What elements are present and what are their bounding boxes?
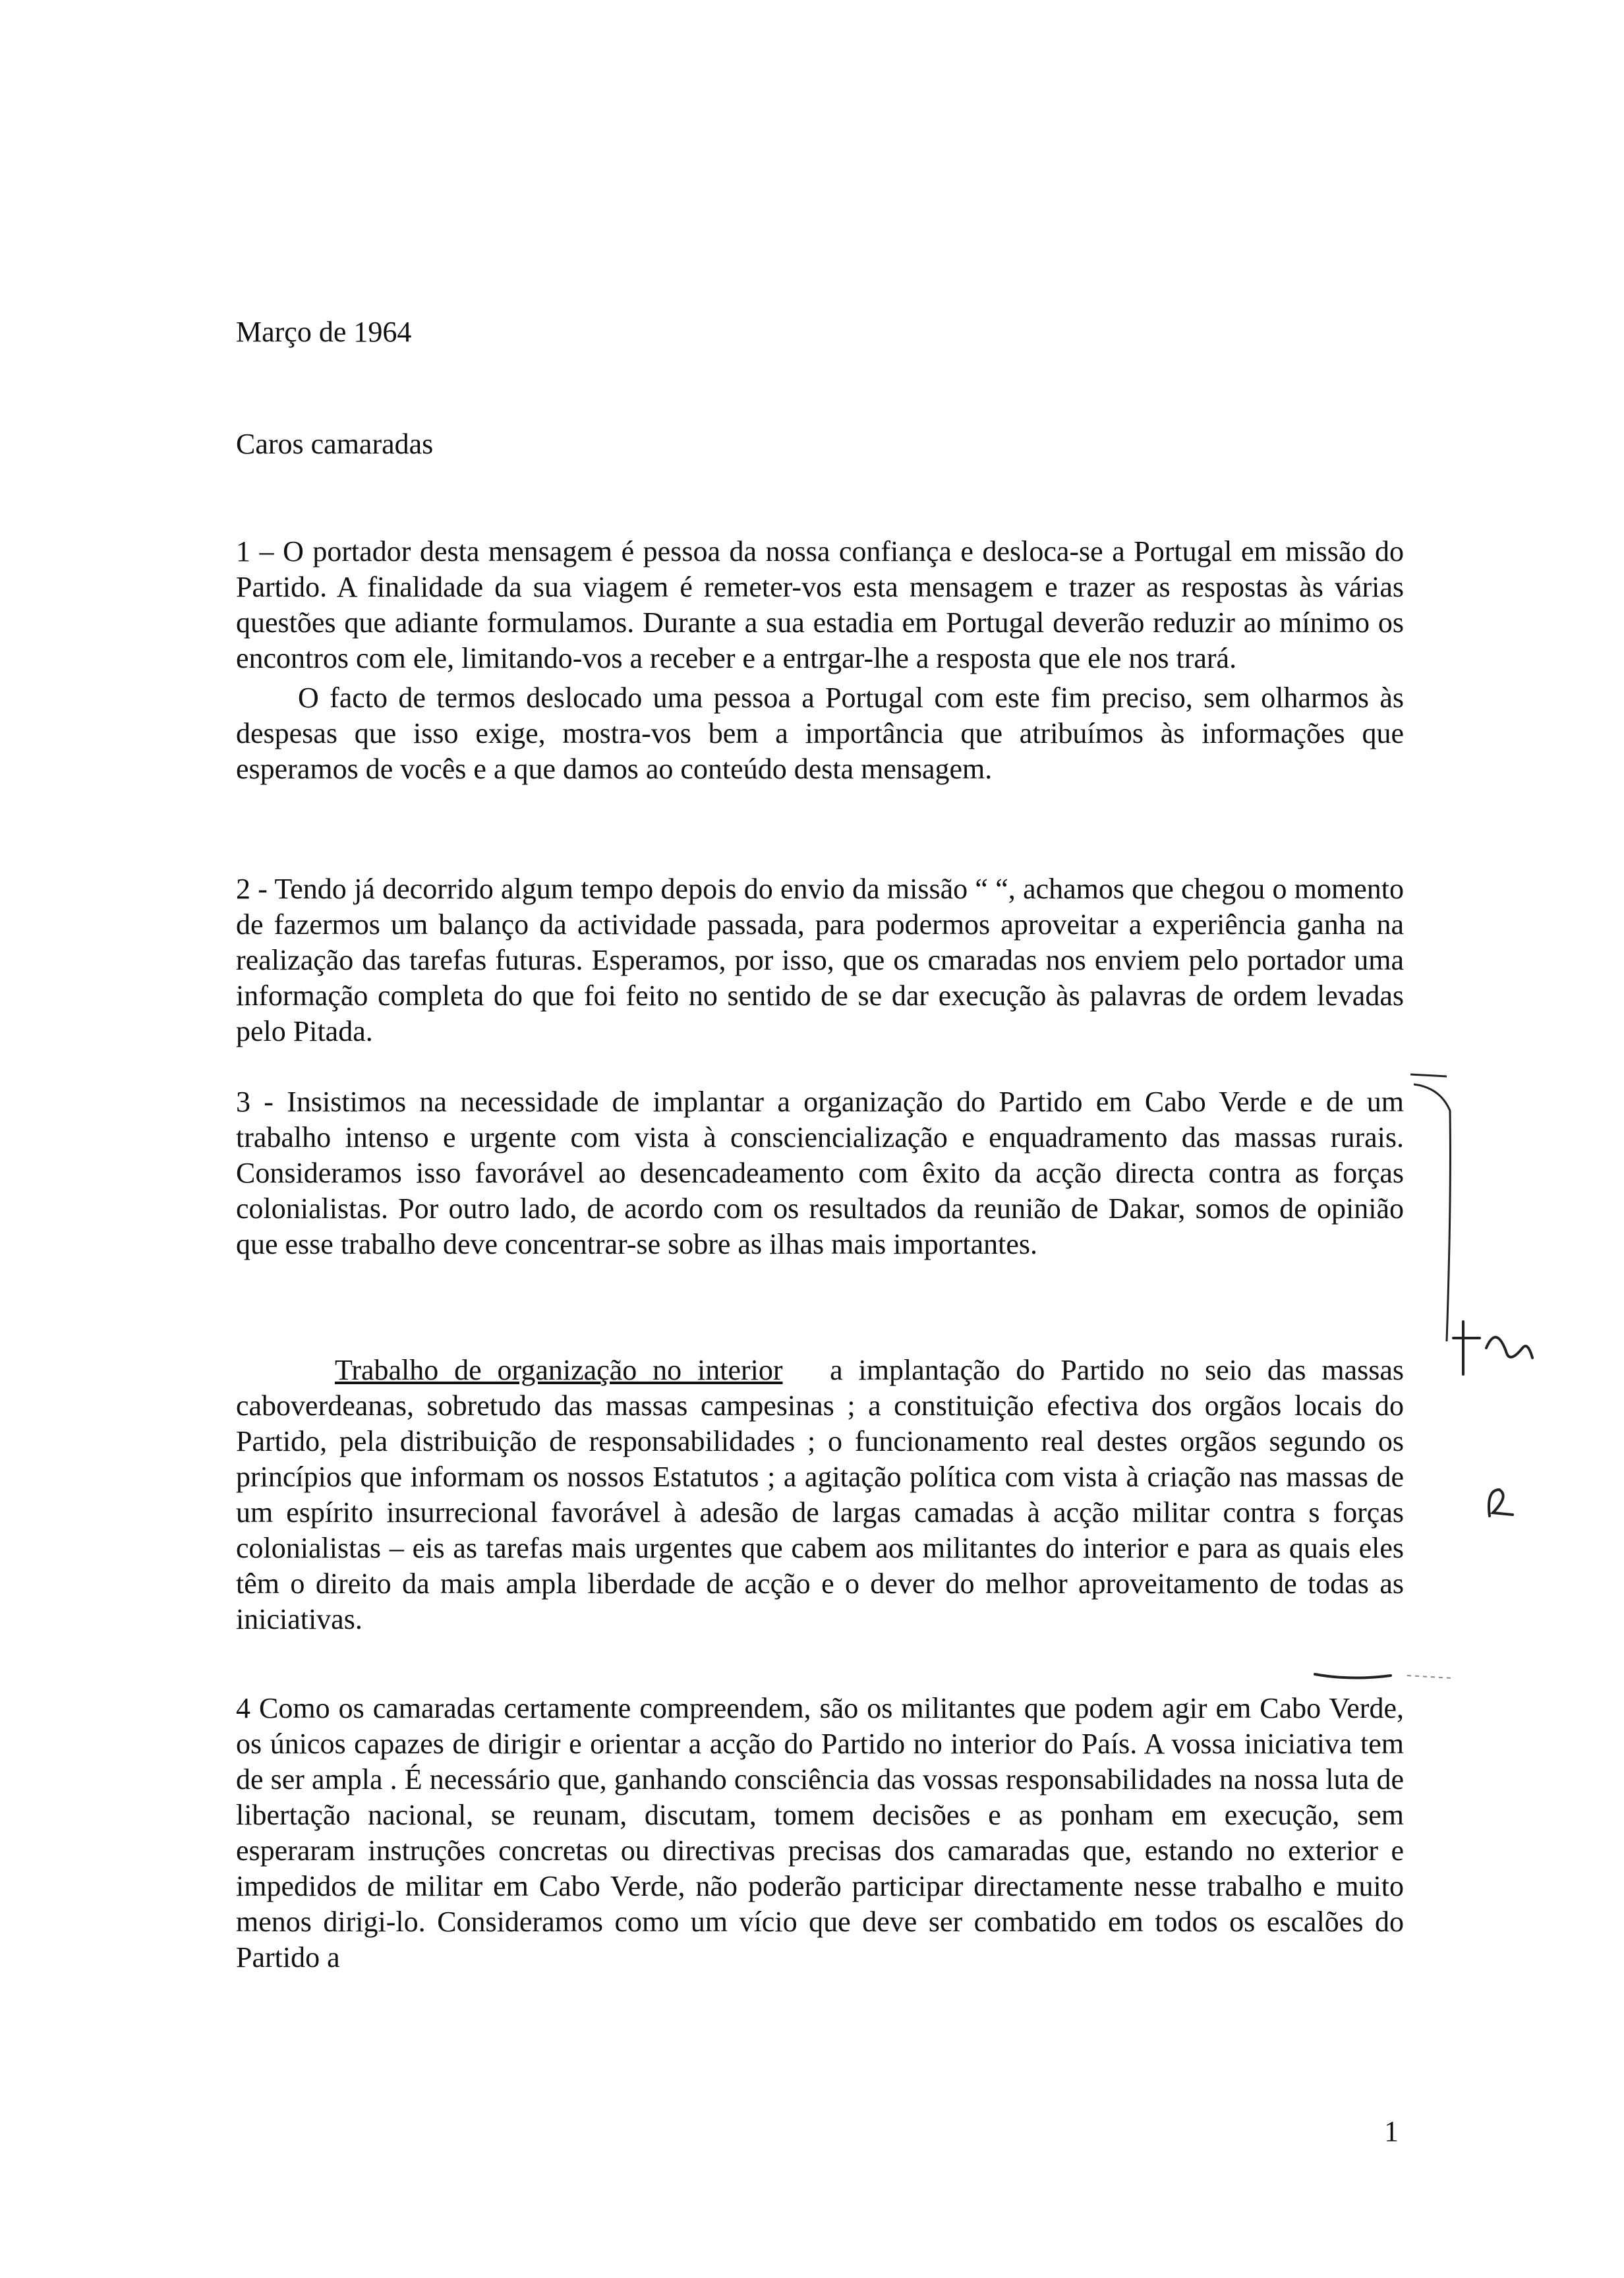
section-work-organization: [236, 1353, 1404, 1637]
section-3: [236, 1084, 1404, 1262]
handwritten-underline-mark-icon: [1312, 1666, 1457, 1686]
document-date: Março de 1964: [236, 316, 412, 348]
section-work-heading: Trabalho de organização no interior: [335, 1354, 783, 1386]
section-4-paragraph-1: 4 Como os camaradas certamente compreendem, são os militantes que podem agir em Cabo Verde, os únicos capazes de dirigir e orientar a acção do Partido no interior do País. A vossa iniciativa tem de ser ampla . É necessário que, ganhando consciência das vossas responsabilidades na nossa luta de libertação nacional, se reunam, discutam, tomem decisões e as ponham em execução, sem esperaram instruções concretas ou directivas precisas dos camaradas que, estando no exterior e impedidos de militar em Cabo Verde, não poderão participar directamente nesse trabalho e muito menos dirigi-lo. Consideramos como um vício que deve ser combatido em todos os escalões do Partido a: [236, 1692, 1404, 1973]
section-work-text: a implantação do Partido no seio das massas caboverdeanas, sobretudo das massas campesinas ; a constituição efectiva dos orgãos locais do Partido, pela distribuição de responsabilidades ; o funcionamento real destes orgãos segundo os princípios que informam os nossos Estatutos ; a agitação política com vista à criação nas massas de um espírito insurrecional favorável à adesão de largas camadas à acção militar contra s forças colonialistas – eis as tarefas mais urgentes que cabem aos militantes do interior e para as quais eles têm o direito da mais ampla liberdade de acção e o dever do melhor aproveitamento de todas as iniciativas.: [236, 1354, 1405, 1635]
section-4: [236, 1691, 1404, 1975]
salutation: Caros camaradas: [236, 428, 434, 460]
page-number: 1: [1384, 2115, 1399, 2147]
section-1: [236, 534, 1404, 787]
section-2-paragraph-1: 2 - Tendo já decorrido algum tempo depois do envio da missão “ “, achamos que chegou o momento de fazermos um balanço da actividade passada, para podermos aproveitar a experiência ganha na realização das tarefas futuras. Esperamos, por isso, que os cmaradas nos enviem pelo portador uma informação completa do que foi feito no sentido de se dar execução às palavras de ordem levadas pelo Pitada.: [236, 873, 1404, 1047]
handwritten-margin-note-icon: [1450, 1312, 1542, 1404]
handwritten-margin-scribble-icon: [1476, 1476, 1529, 1529]
handwritten-margin-bracket-icon: [1410, 1071, 1463, 1348]
section-1-paragraph-1: 1 – O portador desta mensagem é pessoa da nossa confiança e desloca-se a Portugal em missão do Partido. A finalidade da sua viagem é remeter-vos esta mensagem e trazer as respostas às várias questões que adiante formulamos. Durante a sua estadia em Portugal deverão reduzir ao mínimo os encontros com ele, limitando-vos a receber e a entrgar-lhe a resposta que ele nos trará.: [236, 535, 1404, 674]
section-3-paragraph-1: 3 - Insistimos na necessidade de implantar a organização do Partido em Cabo Verde e de um trabalho intenso e urgente com vista à consciencialização e enquadramento das massas rurais. Consideramos isso favorável ao desencadeamento com êxito da acção directa contra as forças colonialistas. Por outro lado, de acordo com os resultados da reunião de Dakar, somos de opinião que esse trabalho deve concentrar-se sobre as ilhas mais importantes.: [236, 1086, 1404, 1260]
section-2: [236, 871, 1404, 1049]
section-work-paragraph: [236, 1353, 1404, 1637]
section-1-paragraph-2: O facto de termos deslocado uma pessoa a Portugal com este fim preciso, sem olharmos às despesas que isso exige, mostra-vos bem a importância que atribuímos às informações que esperamos de vocês e a que damos ao conteúdo desta mensagem.: [236, 682, 1404, 785]
